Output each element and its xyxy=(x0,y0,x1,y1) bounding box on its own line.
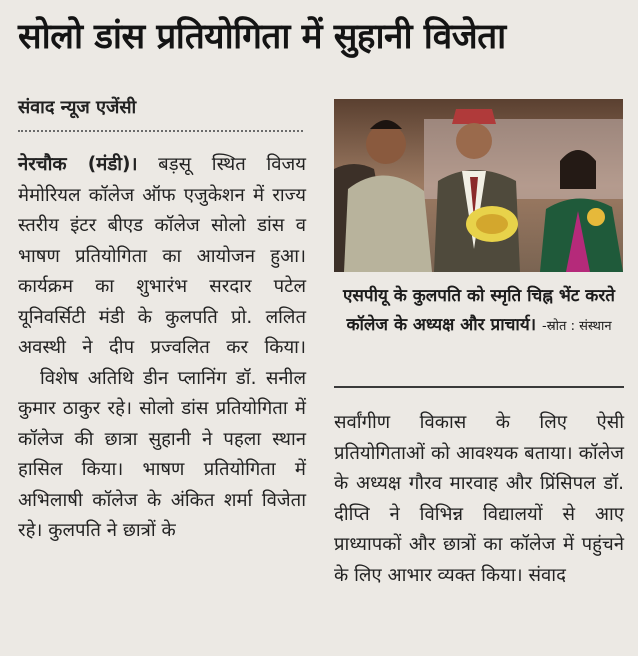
headline: सोलो डांस प्रतियोगिता में सुहानी विजेता xyxy=(18,17,506,57)
article-paragraph-2 xyxy=(18,364,306,547)
paragraph-2-text: विशेष अतिथि डीन प्लानिंग डॉ. सनील कुमार ठाकुर रहे। सोलो डांस प्रतियोगिता में कॉलेज की छात्रा सुहानी ने पहला स्थान हासिल किया। भाषण प्रतियोगिता में अभिलाषी कॉलेज के अंकित शर्मा विजेता रहे। कुलपति ने छात्रों के xyxy=(18,367,306,541)
event-photo-illustration xyxy=(334,99,623,272)
byline-divider xyxy=(18,130,303,132)
event-photo xyxy=(334,99,623,272)
article-paragraph-1 xyxy=(18,150,306,364)
byline: संवाद न्यूज एजेंसी xyxy=(18,97,137,118)
caption-text: एसपीयू के कुलपति को स्मृति चिह्न भेंट करते कॉलेज के अध्यक्ष और प्राचार्य। xyxy=(343,286,615,335)
article-column-right xyxy=(334,408,624,591)
caption-source: -स्रोत : संस्थान xyxy=(542,319,612,334)
paragraph-1-text: बड़सू स्थित विजय मेमोरियल कॉलेज ऑफ एजुकेशन में राज्य स्तरीय इंटर बीएड कॉलेज सोलो डांस व भाषण प्रतियोगिता का आयोजन हुआ। कार्यक्रम का शुभारंभ सरदार पटेल यूनिवर्सिटी मंडी के कुलपति प्रो. ललित अवस्थी ने दीप प्रज्वलित कर किया। xyxy=(18,154,306,358)
article-paragraph-3 xyxy=(334,408,624,591)
photo-caption xyxy=(334,282,624,341)
article-column-left xyxy=(18,150,306,547)
paragraph-3-text: सर्वांगीण विकास के लिए ऐसी प्रतियोगिताओं को आवश्यक बताया। कॉलेज के अध्यक्ष गौरव मारवाह और प्रिंसिपल डॉ. दीप्ति ने विभिन्न विद्यालयों से आए प्राध्यापकों और छात्रों का कॉलेज में पहुंचने के लिए आभार व्यक्त किया। संवाद xyxy=(334,412,624,586)
caption-divider xyxy=(334,386,624,388)
dateline: नेरचौक (मंडी)। xyxy=(18,154,138,175)
